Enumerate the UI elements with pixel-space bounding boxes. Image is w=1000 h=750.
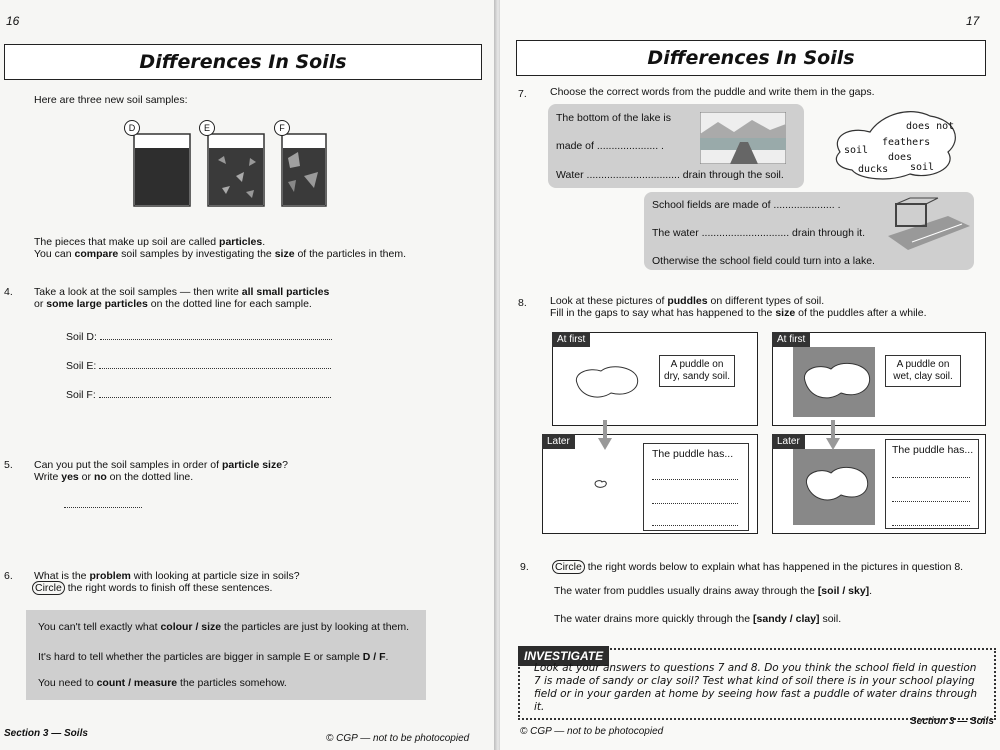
at-first-tag: At first (552, 332, 590, 347)
small-puddle-icon (593, 479, 609, 489)
question-4-line-2: or some large particles on the dotted line for each sample. (34, 298, 312, 310)
sandy-at-first-panel (552, 332, 758, 426)
left-page (0, 0, 496, 750)
puddle-word-3[interactable]: soil (844, 145, 869, 156)
footer-section: Section 3 — Soils (4, 728, 88, 739)
soil-d-answer: Soil D: (66, 330, 332, 344)
question-9-text: Circle the right words below to explain what has happened in the pictures in question 8. (552, 561, 963, 574)
soil-f-answer: Soil F: (66, 388, 331, 402)
particles-line-2: You can compare soil samples by investigating the size of the particles in them. (34, 248, 407, 260)
question-8-line-1: Look at these pictures of puddles on different types of soil. (550, 295, 825, 307)
puddle-word-4[interactable]: does (888, 152, 913, 163)
right-page (500, 0, 1000, 750)
sample-label-d: D (124, 120, 140, 136)
footer-copyright: © CGP — not to be photocopied (520, 726, 664, 737)
puddle-word-2[interactable]: feathers (882, 137, 931, 148)
puddle-word-1[interactable]: does not (906, 121, 955, 132)
investigate-label: INVESTIGATE (518, 646, 609, 666)
question-9-number: 9. (520, 561, 529, 573)
option-count-measure[interactable]: count / measure (96, 677, 178, 689)
soil-e-answer: Soil E: (66, 359, 331, 373)
field-sentence-2: The water .............................. drain through it. (652, 227, 865, 239)
clay-answer-box[interactable] (885, 439, 979, 529)
question-5-blank[interactable] (64, 498, 142, 508)
question-4-number: 4. (4, 286, 13, 298)
intro-text: Here are three new soil samples: (34, 94, 188, 106)
question-6-sentence-3: You need to count / measure the particles somehow. (38, 677, 287, 689)
sample-label-e: E (199, 120, 215, 136)
answer-line (892, 492, 970, 502)
down-arrow-icon (598, 420, 612, 452)
question-6-line-2: Circle the right words to finish off these sentences. (32, 582, 272, 595)
question-9-sentence-1: The water from puddles usually drains away through the [soil / sky]. (554, 585, 873, 597)
footer-copyright: © CGP — not to be photocopied (326, 733, 470, 744)
question-9-sentence-2: The water drains more quickly through the [sandy / clay] soil. (554, 613, 842, 625)
question-7-text: Choose the correct words from the puddle and write them in the gaps. (550, 86, 875, 98)
soil-f-blank[interactable] (99, 388, 331, 398)
question-5-line-2: Write yes or no on the dotted line. (34, 471, 194, 483)
beaker-d (134, 134, 190, 206)
school-field-picture (888, 196, 970, 250)
field-sentence-3: Otherwise the school field could turn into a lake. (652, 255, 875, 267)
sandy-later-panel (542, 434, 758, 534)
lake-sentence-2: Water ................................ drain through the soil. (556, 169, 784, 181)
option-sandy-clay[interactable]: [sandy / clay] (753, 613, 820, 625)
question-6-sentence-1: You can't tell exactly what colour / size the particles are just by looking at them. (38, 621, 410, 633)
question-6-sentence-2: It's hard to tell whether the particles are bigger in sample E or sample D / F. (38, 651, 389, 663)
clay-caption: A puddle on wet, clay soil. (885, 355, 961, 387)
later-tag: Later (542, 434, 575, 449)
particles-line-1: The pieces that make up soil are called particles. (34, 236, 266, 248)
sandy-answer-box[interactable] (643, 443, 749, 531)
soil-samples-illustration (128, 116, 328, 208)
answer-line (652, 470, 738, 480)
question-6-number: 6. (4, 570, 13, 582)
answer-line (652, 516, 738, 526)
question-5-answer (64, 498, 142, 512)
puddle-has-label: The puddle has... (892, 444, 974, 456)
clay-at-first-panel (772, 332, 986, 426)
soil-e-blank[interactable] (99, 359, 331, 369)
answer-line (892, 516, 970, 526)
page-title: Differences In Soils (4, 44, 482, 80)
puddle-word-5[interactable]: ducks (858, 164, 889, 175)
lake-sentence-1a: The bottom of the lake is (556, 112, 671, 124)
clay-later-panel (772, 434, 986, 534)
beaker-f (282, 134, 326, 206)
down-arrow-icon (826, 420, 840, 452)
question-6-line-1: What is the problem with looking at particle size in soils? (34, 570, 300, 582)
answer-line (652, 494, 738, 504)
beaker-e (208, 134, 264, 206)
question-8-number: 8. (518, 297, 527, 309)
later-tag: Later (772, 434, 805, 449)
answer-line (892, 468, 970, 478)
option-colour-size[interactable]: colour / size (160, 621, 222, 633)
question-4-line-1: Take a look at the soil samples — then write all small particles (34, 286, 330, 298)
sample-label-f: F (274, 120, 290, 136)
puddle-has-label: The puddle has... (652, 448, 734, 460)
question-5-line-1: Can you put the soil samples in order of particle size? (34, 459, 288, 471)
soil-d-blank[interactable] (100, 330, 332, 340)
clay-puddle-later-icon (801, 463, 871, 507)
footer-section: Section 3 — Soils (910, 716, 994, 727)
page-number: 17 (966, 14, 980, 28)
lake-picture (700, 112, 786, 164)
sandy-caption: A puddle on dry, sandy soil. (659, 355, 735, 387)
option-d-f[interactable]: D / F (362, 651, 386, 663)
question-7-number: 7. (518, 88, 527, 100)
lake-sentence-1b: made of ..................... . (556, 140, 664, 152)
page-number: 16 (6, 14, 20, 28)
field-sentence-1: School fields are made of ..................... . (652, 199, 841, 211)
question-8-line-2: Fill in the gaps to say what has happened to the size of the puddles after a while. (550, 307, 927, 319)
investigate-text: Look at your answers to questions 7 and 8. Do you think the school field in question 7 is made of sandy or clay soil? Test what kind of soil there is in your school playing field or in your garden at home by seeing how fast a puddle of water drains through it. (534, 662, 977, 713)
option-soil-sky[interactable]: [soil / sky] (817, 585, 870, 597)
question-5-number: 5. (4, 459, 13, 471)
puddle-word-6[interactable]: soil (910, 162, 935, 173)
page-title: Differences In Soils (516, 40, 986, 76)
at-first-tag: At first (772, 332, 810, 347)
sandy-puddle-icon (571, 363, 641, 403)
clay-puddle-icon (799, 359, 873, 405)
